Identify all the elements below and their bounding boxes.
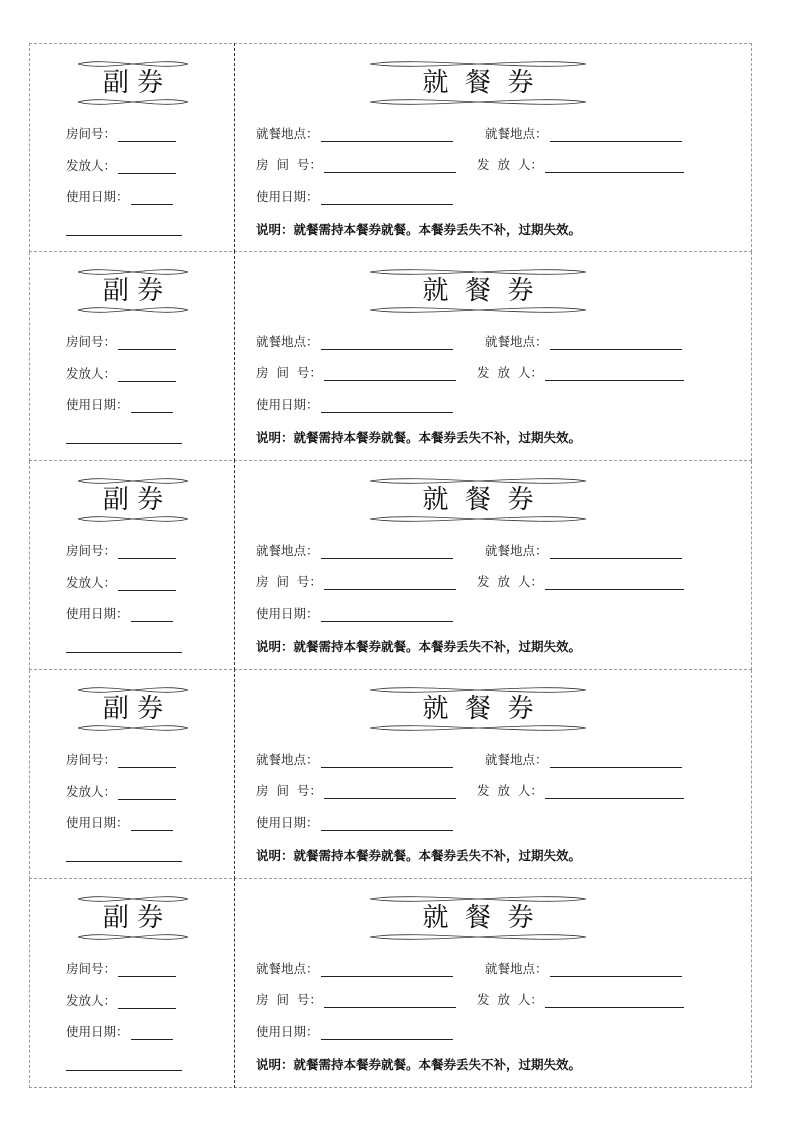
date-field [256,815,453,831]
stub-room-label: 房间号： [66,334,117,349]
place-input[interactable] [321,753,453,768]
stub-title-text: 副 券 [102,68,164,98]
stub-issuer-input[interactable] [118,576,176,591]
stub-title-text: 副 券 [102,903,164,933]
stub-title-text: 副 券 [102,694,164,724]
place-field [256,543,453,559]
place-input[interactable] [321,335,453,350]
perforation-line [234,878,235,1088]
stub-room-input[interactable] [118,962,176,977]
stub-issuer-input[interactable] [118,159,176,174]
stub-issuer-field [66,784,176,800]
room-field [256,157,456,173]
stub-date-field [66,815,173,831]
stub-date-input[interactable] [131,607,173,622]
usage-note: 说明：就餐需持本餐券就餐。本餐券丢失不补，过期失效。 [256,222,582,237]
place-input-2[interactable] [550,127,682,142]
date-field [256,1024,453,1040]
issuer-label: 发 放 人： [477,365,543,380]
room-field [256,992,456,1008]
stub-date-input[interactable] [131,190,173,205]
main-title-text: 就 餐 券 [422,276,534,306]
place-label: 就餐地点： [256,334,319,349]
stub-issuer-field [66,158,176,174]
place-label: 就餐地点： [256,961,319,976]
place-field [256,752,453,768]
place-label-2: 就餐地点： [485,752,548,767]
place-input[interactable] [321,962,453,977]
date-field [256,606,453,622]
stub-signature-line[interactable] [66,443,182,444]
stub-room-label: 房间号： [66,126,117,141]
place-field-2 [485,126,682,142]
main-title-text: 就 餐 券 [422,903,534,933]
stub-room-field [66,961,176,977]
room-input[interactable] [324,575,456,590]
date-input[interactable] [321,1025,453,1040]
place-label: 就餐地点： [256,126,319,141]
stub-room-input[interactable] [118,753,176,768]
stub-date-field [66,397,173,413]
place-input-2[interactable] [550,962,682,977]
meal-coupon [29,879,752,1088]
issuer-input[interactable] [545,575,684,590]
issuer-input[interactable] [545,158,684,173]
stub-date-label: 使用日期： [66,189,129,204]
date-label: 使用日期： [256,397,319,412]
meal-coupon [29,670,752,879]
issuer-field [477,992,684,1008]
place-field-2 [485,961,682,977]
stub-room-label: 房间号： [66,543,117,558]
perforation-line [234,460,235,670]
meal-coupon [29,461,752,670]
usage-note: 说明：就餐需持本餐券就餐。本餐券丢失不补，过期失效。 [256,639,582,654]
main-title [368,893,588,943]
place-input[interactable] [321,544,453,559]
stub-title-text: 副 券 [102,485,164,515]
stub-issuer-input[interactable] [118,367,176,382]
place-label: 就餐地点： [256,752,319,767]
date-label: 使用日期： [256,189,319,204]
stub-room-input[interactable] [118,127,176,142]
stub-date-field [66,189,173,205]
issuer-label: 发 放 人： [477,157,543,172]
stub-signature-line[interactable] [66,861,182,862]
meal-coupon [29,252,752,461]
usage-note: 说明：就餐需持本餐券就餐。本餐券丢失不补，过期失效。 [256,430,582,445]
stub-room-field [66,543,176,559]
main-title [368,684,588,734]
usage-note: 说明：就餐需持本餐券就餐。本餐券丢失不补，过期失效。 [256,848,582,863]
stub-room-input[interactable] [118,544,176,559]
stub-date-label: 使用日期： [66,1024,129,1039]
stub-date-label: 使用日期： [66,815,129,830]
stub-title [76,475,190,525]
issuer-label: 发 放 人： [477,992,543,1007]
room-input[interactable] [324,993,456,1008]
stub-signature-line[interactable] [66,1070,182,1071]
stub-title [76,684,190,734]
place-input[interactable] [321,127,453,142]
issuer-field [477,574,684,590]
stub-issuer-label: 发放人： [66,993,117,1008]
place-field [256,334,453,350]
date-field [256,189,453,205]
perforation-line [234,251,235,461]
place-field-2 [485,334,682,350]
place-field-2 [485,543,682,559]
main-title-text: 就 餐 券 [422,694,534,724]
date-field [256,397,453,413]
issuer-input[interactable] [545,784,684,799]
stub-issuer-field [66,993,176,1009]
stub-issuer-input[interactable] [118,994,176,1009]
place-field-2 [485,752,682,768]
stub-title-text: 副 券 [102,276,164,306]
stub-title [76,893,190,943]
stub-title [76,266,190,316]
stub-issuer-label: 发放人： [66,158,117,173]
date-input[interactable] [321,398,453,413]
room-label: 房 间 号： [256,783,322,798]
issuer-field [477,157,684,173]
stub-room-field [66,752,176,768]
stub-room-input[interactable] [118,335,176,350]
place-input-2[interactable] [550,753,682,768]
room-field [256,365,456,381]
perforation-line [234,43,235,252]
place-label-2: 就餐地点： [485,961,548,976]
stub-signature-line[interactable] [66,235,182,236]
main-title [368,266,588,316]
stub-issuer-input[interactable] [118,785,176,800]
date-label: 使用日期： [256,606,319,621]
date-input[interactable] [321,190,453,205]
room-label: 房 间 号： [256,157,322,172]
date-input[interactable] [321,607,453,622]
stub-date-input[interactable] [131,816,173,831]
place-label: 就餐地点： [256,543,319,558]
issuer-field [477,365,684,381]
stub-date-field [66,1024,173,1040]
issuer-label: 发 放 人： [477,574,543,589]
stub-issuer-label: 发放人： [66,784,117,799]
place-label-2: 就餐地点： [485,543,548,558]
room-input[interactable] [324,366,456,381]
room-label: 房 间 号： [256,574,322,589]
room-field [256,783,456,799]
stub-issuer-field [66,575,176,591]
stub-date-field [66,606,173,622]
issuer-label: 发 放 人： [477,783,543,798]
room-label: 房 间 号： [256,992,322,1007]
place-field [256,126,453,142]
usage-note: 说明：就餐需持本餐券就餐。本餐券丢失不补，过期失效。 [256,1057,582,1072]
stub-title [76,58,190,108]
room-input[interactable] [324,158,456,173]
stub-issuer-label: 发放人： [66,575,117,590]
meal-coupon [29,43,752,252]
place-label-2: 就餐地点： [485,334,548,349]
stub-issuer-field [66,366,176,382]
main-title [368,475,588,525]
place-input-2[interactable] [550,544,682,559]
main-title [368,58,588,108]
issuer-input[interactable] [545,993,684,1008]
place-label-2: 就餐地点： [485,126,548,141]
main-title-text: 就 餐 券 [422,485,534,515]
stub-date-input[interactable] [131,398,173,413]
date-label: 使用日期： [256,1024,319,1039]
perforation-line [234,669,235,879]
stub-room-label: 房间号： [66,961,117,976]
stub-date-label: 使用日期： [66,397,129,412]
issuer-field [477,783,684,799]
stub-date-input[interactable] [131,1025,173,1040]
stub-date-label: 使用日期： [66,606,129,621]
stub-room-field [66,126,176,142]
coupon-sheet [29,43,752,1089]
stub-room-label: 房间号： [66,752,117,767]
room-label: 房 间 号： [256,365,322,380]
room-input[interactable] [324,784,456,799]
main-title-text: 就 餐 券 [422,68,534,98]
issuer-input[interactable] [545,366,684,381]
place-field [256,961,453,977]
date-label: 使用日期： [256,815,319,830]
room-field [256,574,456,590]
stub-signature-line[interactable] [66,652,182,653]
place-input-2[interactable] [550,335,682,350]
date-input[interactable] [321,816,453,831]
stub-room-field [66,334,176,350]
stub-issuer-label: 发放人： [66,366,117,381]
